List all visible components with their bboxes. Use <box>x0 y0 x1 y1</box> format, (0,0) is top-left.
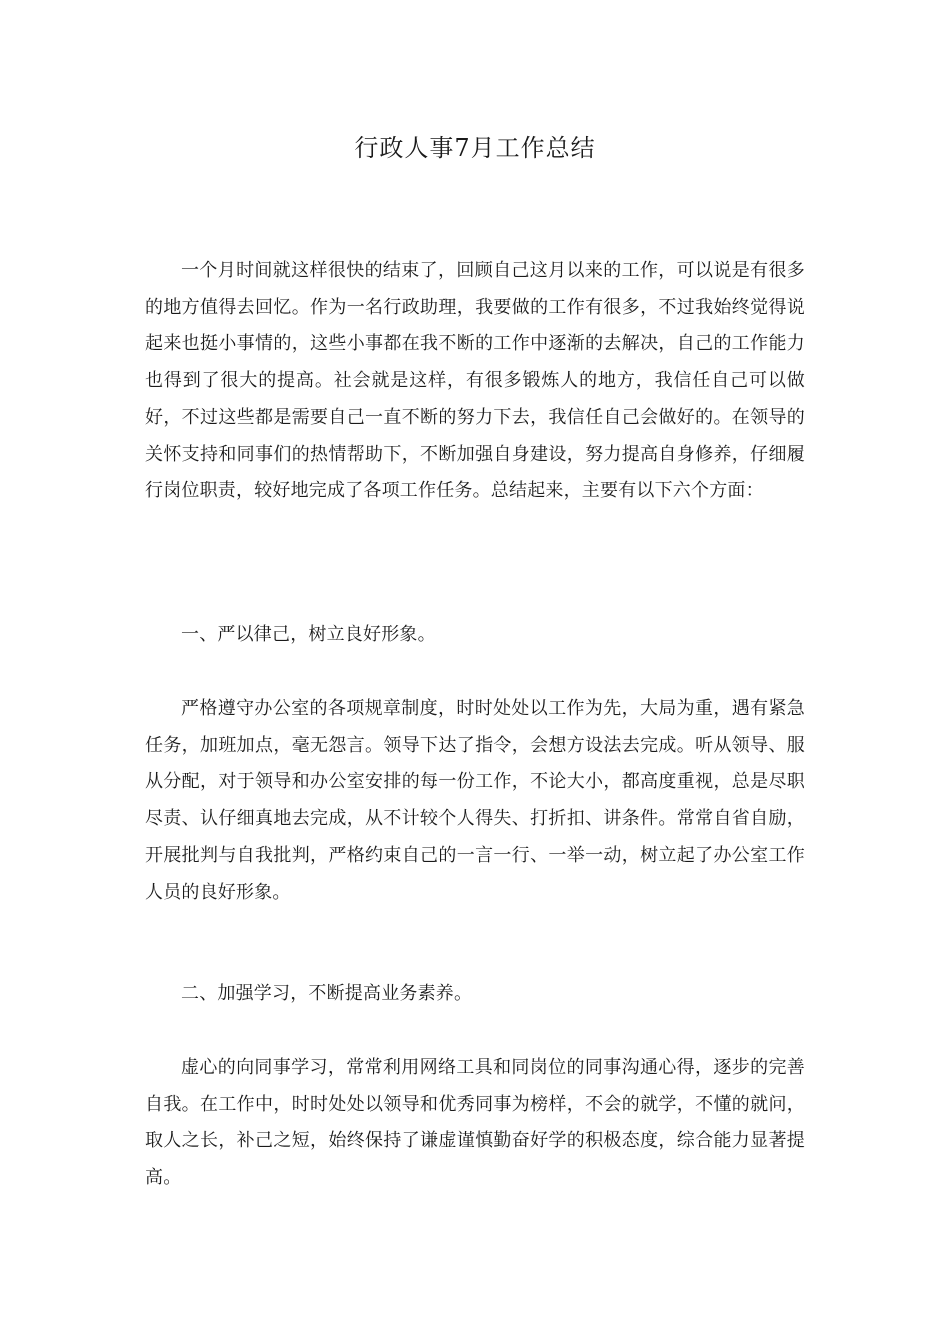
section-heading-1: 一、严以律己，树立良好形象。 <box>181 624 436 645</box>
document-title: 行政人事7月工作总结 <box>354 134 596 162</box>
intro-paragraph: 一个月时间就这样很快的结束了，回顾自己这月以来的工作，可以说是有很多的地方值得去回忆。作为一名行政助理，我要做的工作有很多，不过我始终觉得说起来也挺小事情的，这些小事都在我不断的工作中逐渐的去解决，自己的工作能力也得到了很大的提高。社会就是这样，有很多锻炼人的地方，我信任自己可以做好，不过这些都是需要自己一直不断的努力下去，我信任自己会做好的。在领导的关怀支持和同事们的热情帮助下，不断加强自身建设，努力提高自身修养，仔细履行岗位职责，较好地完成了各项工作任务。总结起来，主要有以下六个方面： <box>145 260 805 502</box>
section-body-2: 虚心的向同事学习，常常利用网络工具和同岗位的同事沟通心得，逐步的完善自我。在工作中，时时处处以领导和优秀同事为榜样，不会的就学，不懂的就问，取人之长，补己之短，始终保持了谦虚谨慎勤奋好学的积极态度，综合能力显著提高。 <box>145 1057 805 1189</box>
section-heading-2: 二、加强学习，不断提高业务素养。 <box>181 983 473 1004</box>
section-body-1: 严格遵守办公室的各项规章制度，时时处处以工作为先，大局为重，遇有紧急任务，加班加点，毫无怨言。领导下达了指令，会想方设法去完成。听从领导、服从分配，对于领导和办公室安排的每一份工作，不论大小，都高度重视，总是尽职尽责、认仔细真地去完成，从不计较个人得失、打折扣、讲条件。常常自省自励，开展批判与自我批判，严格约束自己的一言一行、一举一动，树立起了办公室工作人员的良好形象。 <box>145 698 805 903</box>
